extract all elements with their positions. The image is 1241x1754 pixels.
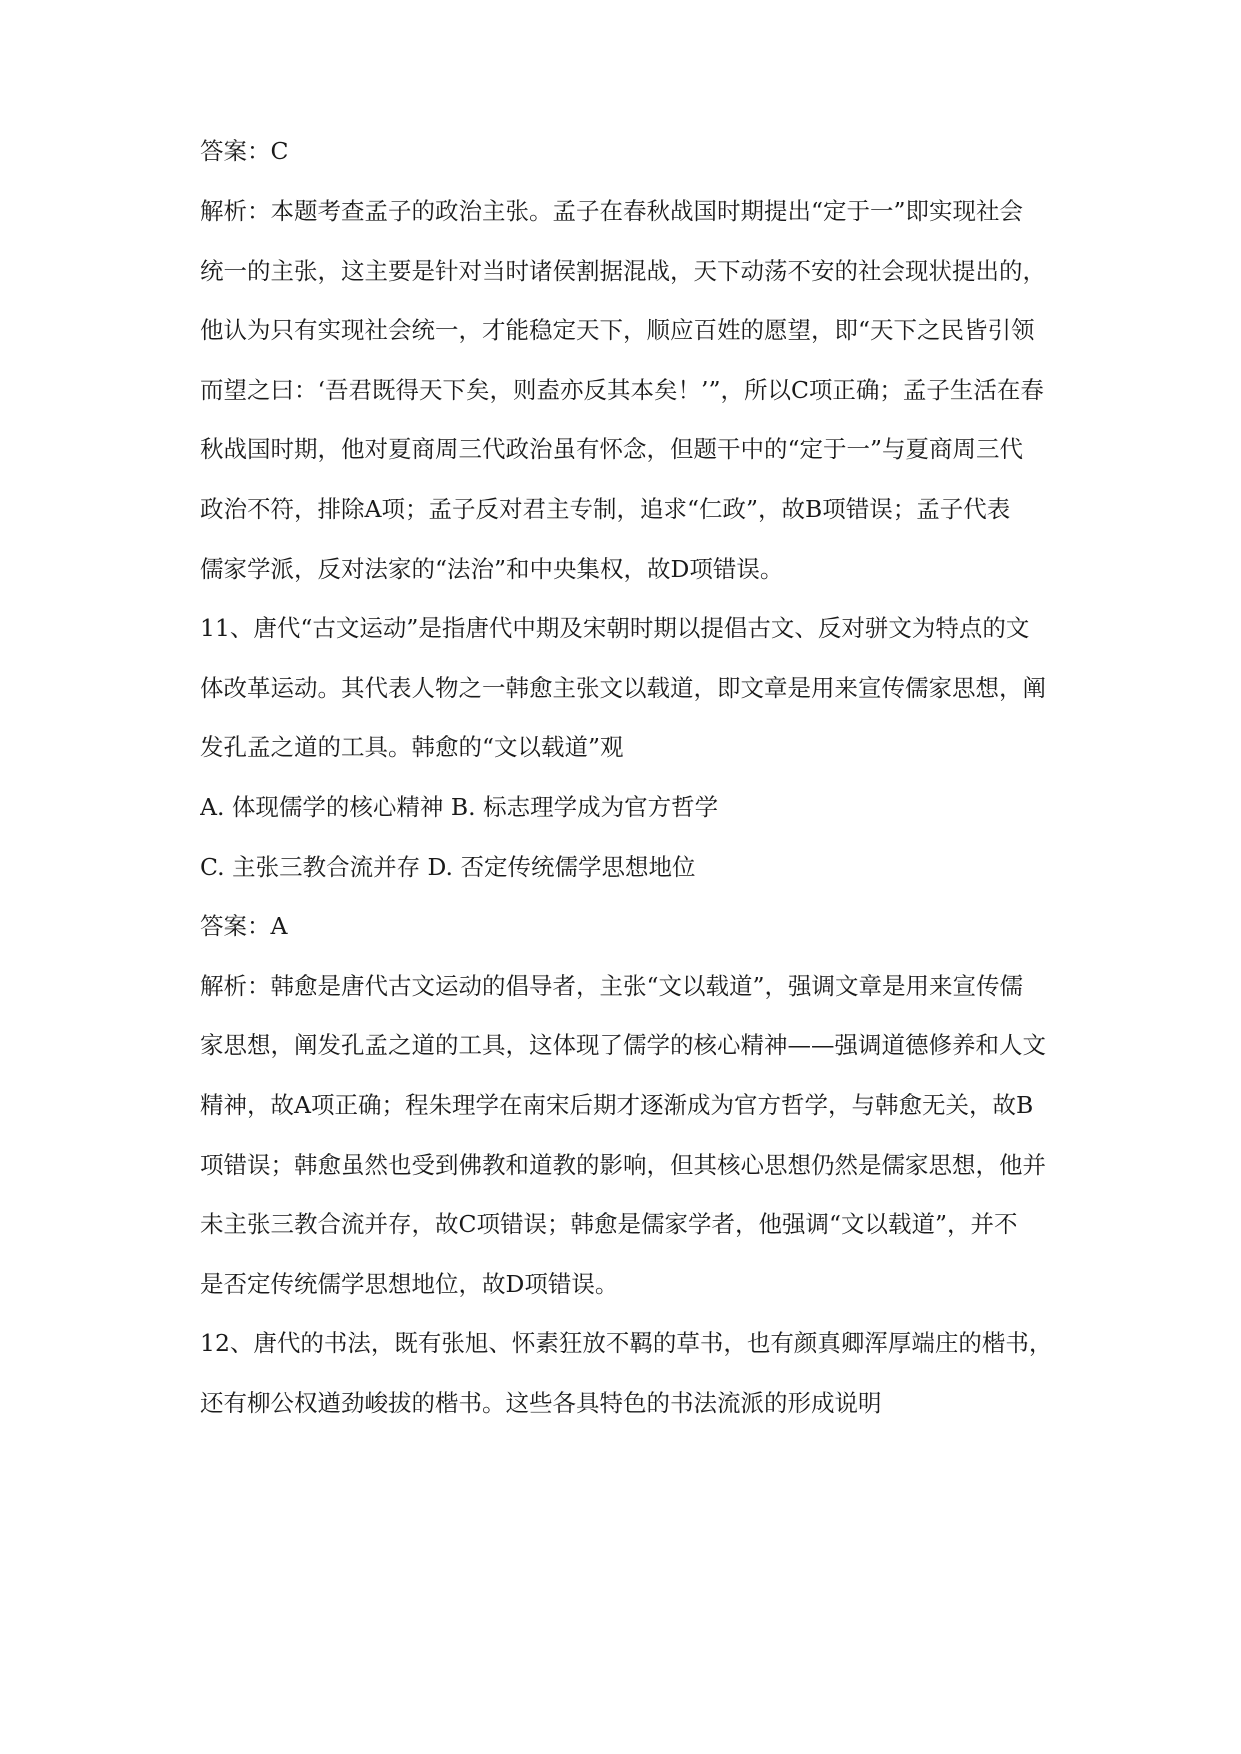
question-11-options-cd: C. 主张三教合流并存 D. 否定传统儒学思想地位 [200, 853, 696, 881]
question-11-line-2: 体改革运动。其代表人物之一韩愈主张文以载道，即文章是用来宣传儒家思想，阐 [200, 674, 1046, 702]
explanation-10-line-1: 解析：本题考查孟子的政治主张。孟子在春秋战国时期提出“定于一”即实现社会 [200, 197, 1024, 225]
explanation-11-line-4: 项错误；韩愈虽然也受到佛教和道教的影响，但其核心思想仍然是儒家思想，他并 [200, 1151, 1046, 1179]
explanation-10-line-6: 政治不符，排除A项；孟子反对君主专制，追求“仁政”，故B项错误；孟子代表 [200, 495, 1011, 523]
explanation-10-line-4: 而望之曰：‘吾君既得天下矣，则盍亦反其本矣！’”，所以C项正确；孟子生活在春 [200, 376, 1044, 404]
explanation-11-line-1: 解析：韩愈是唐代古文运动的倡导者，主张“文以载道”，强调文章是用来宣传儒 [200, 972, 1024, 1000]
question-11-line-3: 发孔孟之道的工具。韩愈的“文以载道”观 [200, 733, 624, 761]
question-12-line-1: 12、唐代的书法，既有张旭、怀素狂放不羁的草书，也有颜真卿浑厚端庄的楷书， [200, 1329, 1053, 1357]
explanation-10-line-7: 儒家学派，反对法家的“法治”和中央集权，故D项错误。 [200, 555, 784, 583]
explanation-11-line-5: 未主张三教合流并存，故C项错误；韩愈是儒家学者，他强调“文以载道”，并不 [200, 1210, 1018, 1238]
answer-10: 答案：C [200, 137, 289, 165]
explanation-11-line-2: 家思想，阐发孔孟之道的工具，这体现了儒学的核心精神——强调道德修养和人文 [200, 1031, 1046, 1059]
explanation-10-line-5: 秋战国时期，他对夏商周三代政治虽有怀念，但题干中的“定于一”与夏商周三代 [200, 435, 1024, 463]
question-12-line-2: 还有柳公权遒劲峻拔的楷书。这些各具特色的书法流派的形成说明 [200, 1389, 882, 1417]
explanation-10-line-3: 他认为只有实现社会统一，才能稳定天下，顺应百姓的愿望，即“天下之民皆引领 [200, 316, 1035, 344]
answer-11: 答案：A [200, 912, 288, 940]
question-11-options-ab: A. 体现儒学的核心精神 B. 标志理学成为官方哲学 [200, 793, 719, 821]
question-11-line-1: 11、唐代“古文运动”是指唐代中期及宋朝时期以提倡古文、反对骈文为特点的文 [200, 614, 1030, 642]
explanation-10-line-2: 统一的主张，这主要是针对当时诸侯割据混战，天下动荡不安的社会现状提出的， [200, 257, 1046, 285]
explanation-11-line-6: 是否定传统儒学思想地位，故D项错误。 [200, 1270, 619, 1298]
explanation-11-line-3: 精神，故A项正确；程朱理学在南宋后期才逐渐成为官方哲学，与韩愈无关，故B [200, 1091, 1034, 1119]
